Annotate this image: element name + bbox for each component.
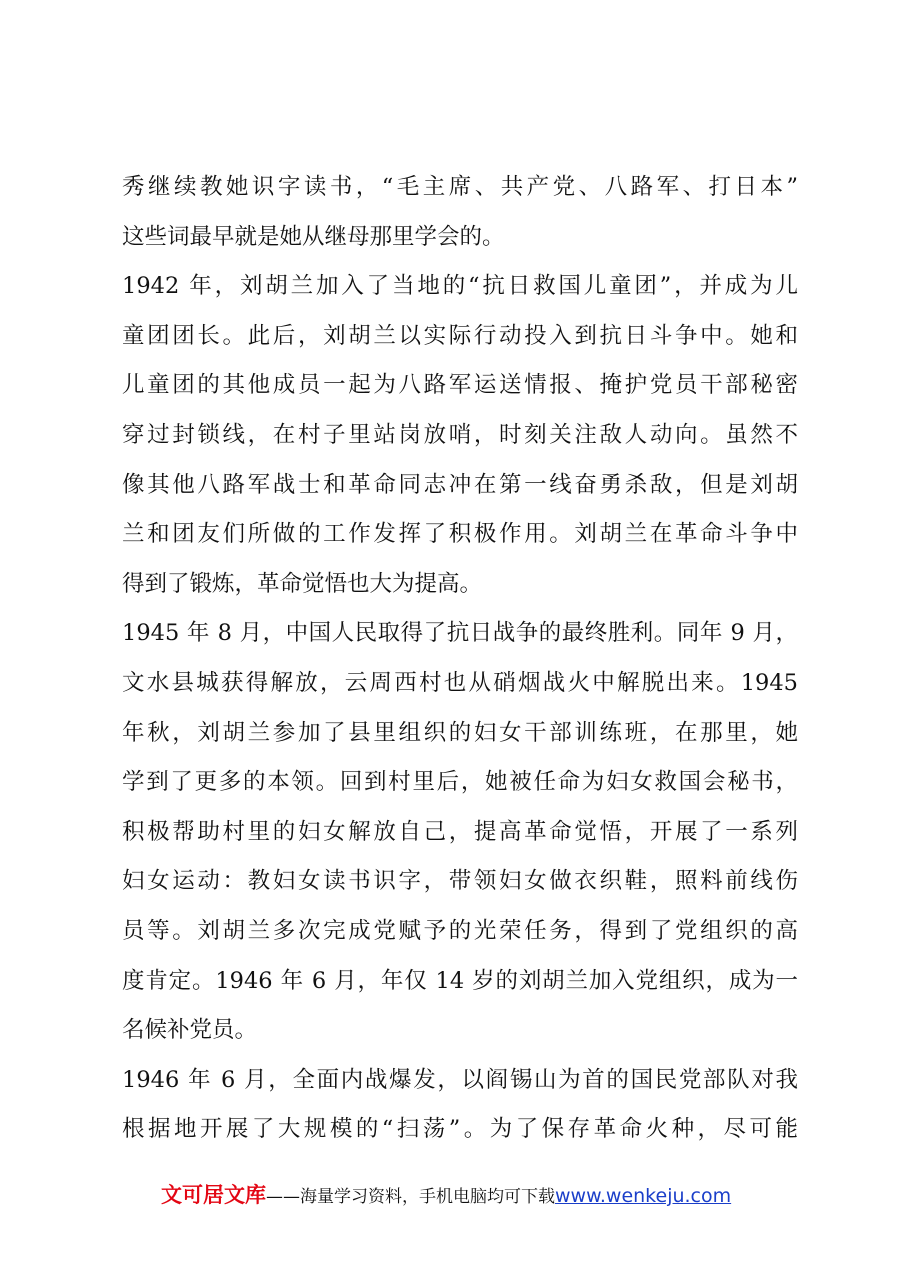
text-line: 得到了锻炼，革命觉悟也大为提高。 [122,570,483,597]
text-line: 像其他八路军战士和革命同志冲在第一线奋勇杀敌，但是刘胡 [122,471,798,498]
text-line: 儿童团的其他成员一起为八路军运送情报、掩护党员干部秘密 [122,372,798,399]
text-line: 穿过封锁线，在村子里站岗放哨，时刻关注敌人动向。虽然不 [122,421,798,448]
text-line: 名候补党员。 [122,1017,258,1044]
text-line: 根据地开展了大规模的“扫荡”。为了保存革命火种，尽可能 [122,1116,798,1143]
text-line: 年秋，刘胡兰参加了县里组织的妇女干部训练班，在那里，她 [122,719,798,746]
text-line: 积极帮助村里的妇女解放自己，提高革命觉悟，开展了一系列 [122,818,798,845]
text-line: 秀继续教她识字读书，“毛主席、共产党、八路军、打日本” [122,174,798,200]
text-line: 妇女运动：教妇女读书识字，带领妇女做衣织鞋，照料前线伤 [122,868,798,895]
text-line: 1946 年 6 月，全面内战爆发，以阎锡山为首的国民党部队对我 [122,1066,798,1093]
footer-tagline: ——海量学习资料，手机电脑均可下载 [266,1187,555,1207]
text-line: 文水县城获得解放，云周西村也从硝烟战火中解脱出来。1945 [122,669,798,696]
footer-brand: 文可居文库 [161,1183,266,1207]
text-line: 度肯定。1946 年 6 月，年仅 14 岁的刘胡兰加入党组织，成为一 [122,967,798,994]
text-line: 员等。刘胡兰多次完成党赋予的光荣任务，得到了党组织的高 [122,917,798,944]
text-line: 童团团长。此后，刘胡兰以实际行动投入到抗日斗争中。她和 [122,322,798,349]
text-line: 1945 年 8 月，中国人民取得了抗日战争的最终胜利。同年 9 月， [122,620,798,647]
text-line: 这些词最早就是她从继母那里学会的。 [122,223,505,250]
text-line: 学到了更多的本领。回到村里后，她被任命为妇女救国会秘书， [122,769,798,796]
footer-banner [161,1180,731,1210]
footer-url-link[interactable]: www.wenkeju.com [555,1185,732,1207]
body-text [122,163,798,1155]
text-line: 1942 年，刘胡兰加入了当地的“抗日救国儿童团”，并成为儿 [122,273,798,300]
text-line: 兰和团友们所做的工作发挥了积极作用。刘胡兰在革命斗争中 [122,521,798,548]
